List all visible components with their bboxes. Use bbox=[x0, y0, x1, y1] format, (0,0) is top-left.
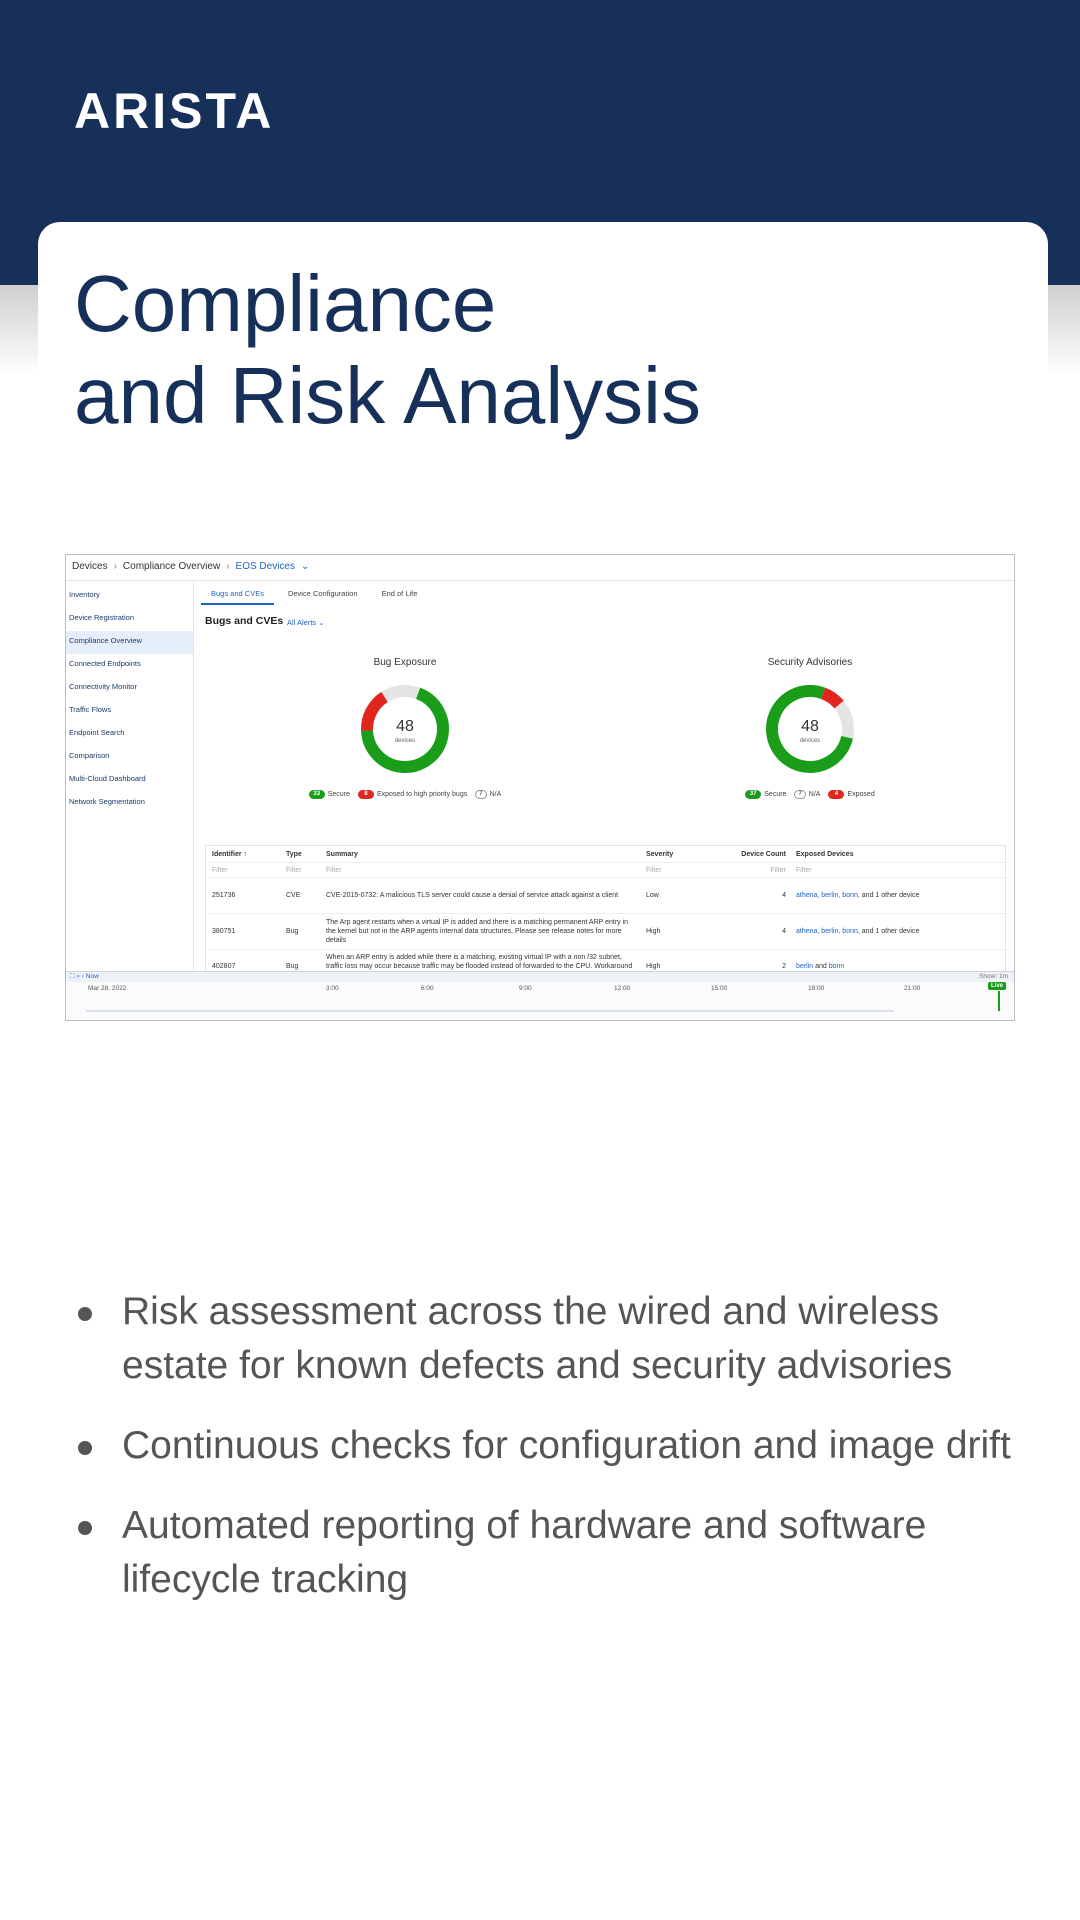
legend-count: 33 bbox=[309, 790, 325, 799]
cell-identifier: 402807 bbox=[212, 963, 236, 970]
bullet-icon bbox=[78, 1441, 92, 1455]
timeline-controls: ⛶ ⌕ ‹ Now bbox=[66, 972, 1014, 982]
sidebar-item-multi-cloud[interactable]: Multi-Cloud Dashboard bbox=[69, 774, 146, 783]
donut-total: 48 bbox=[396, 718, 414, 735]
sidebar-item-device-registration[interactable]: Device Registration bbox=[69, 613, 135, 622]
tick-label: Mar 28, 2022 bbox=[88, 985, 127, 992]
chevron-down-icon[interactable]: ⌄ bbox=[301, 561, 310, 572]
breadcrumb-compliance[interactable]: Compliance Overview bbox=[122, 561, 221, 572]
tab-bar bbox=[195, 581, 1014, 605]
tick-label: 15:00 bbox=[711, 985, 728, 992]
table-row[interactable] bbox=[206, 914, 1005, 950]
header-exposed-devices[interactable]: Exposed Devices bbox=[796, 850, 854, 858]
donut-title: Bug Exposure bbox=[373, 657, 437, 668]
title-line-1: Compliance bbox=[74, 259, 497, 348]
cell-severity: High bbox=[646, 963, 661, 970]
legend-label: Secure bbox=[327, 791, 350, 798]
legend-count: 7 bbox=[475, 790, 486, 799]
filter-input[interactable]: Filter bbox=[796, 866, 812, 874]
arista-logo: ARISTA bbox=[74, 83, 275, 139]
device-rest: , and 1 other device bbox=[857, 892, 920, 899]
cell-exposed-devices bbox=[796, 892, 1005, 899]
sidebar-item-inventory[interactable]: Inventory bbox=[69, 590, 100, 599]
breadcrumb-eos-devices[interactable]: EOS Devices bbox=[235, 561, 295, 572]
device-link[interactable]: berlin bbox=[796, 963, 814, 970]
cell-summary: The Arp agent restarts when a virtual IP is added and there is a matching permanent ARP entry in the kernel but not in the ARP agents internal data structures. Please see release notes for more details bbox=[326, 919, 629, 944]
sidebar-item-endpoint-search[interactable]: Endpoint Search bbox=[69, 728, 125, 737]
bug-exposure-chart bbox=[305, 657, 505, 799]
tick-label: 3:00 bbox=[326, 985, 339, 992]
page-title bbox=[74, 258, 701, 442]
legend-label: Exposed to high priority bugs bbox=[376, 791, 468, 798]
title-line-2: and Risk Analysis bbox=[74, 351, 701, 440]
table-row[interactable] bbox=[206, 878, 1005, 914]
alerts-filter-dropdown[interactable]: All Alerts ⌄ bbox=[287, 618, 325, 627]
cell-exposed-devices bbox=[796, 928, 1005, 935]
list-item bbox=[74, 1285, 1034, 1393]
device-links[interactable]: athena, berlin, bonn bbox=[796, 928, 858, 935]
donut-segment bbox=[385, 691, 418, 697]
list-item bbox=[74, 1419, 1034, 1473]
donut-unit: devices bbox=[394, 738, 416, 744]
sidebar-item-comparison[interactable]: Comparison bbox=[69, 751, 110, 760]
bullet-icon bbox=[78, 1521, 92, 1535]
table-header bbox=[206, 846, 1005, 863]
cell-device-count: 4 bbox=[782, 928, 786, 935]
donut-segment bbox=[839, 705, 848, 738]
sidebar-item-connected-endpoints[interactable]: Connected Endpoints bbox=[69, 659, 141, 668]
legend-item bbox=[794, 790, 820, 799]
tab-bugs-cves[interactable]: Bugs and CVEs bbox=[201, 581, 274, 605]
tick-label: 18:00 bbox=[808, 985, 825, 992]
filter-row bbox=[206, 863, 1005, 878]
legend-item bbox=[745, 790, 786, 799]
legend-label: Secure bbox=[764, 791, 787, 798]
feature-list bbox=[74, 1285, 1034, 1633]
cell-identifier: 251736 bbox=[212, 892, 236, 899]
donut-unit: devices bbox=[799, 738, 821, 744]
cell-severity: High bbox=[646, 928, 661, 935]
filter-input[interactable]: Filter bbox=[646, 866, 662, 874]
tick-label: 21:00 bbox=[904, 985, 921, 992]
cell-summary: CVE-2015-0732: A malicious TLS server could cause a denial of service attack against a client bbox=[326, 892, 619, 899]
alerts-filter-label: All Alerts bbox=[287, 618, 317, 627]
legend-count: 8 bbox=[358, 790, 374, 799]
cell-exposed-devices bbox=[796, 963, 1005, 970]
donut-segment bbox=[367, 697, 385, 731]
legend-label: Exposed bbox=[847, 791, 875, 798]
header-summary[interactable]: Summary bbox=[326, 850, 358, 858]
header-severity[interactable]: Severity bbox=[646, 850, 674, 858]
cell-type: Bug bbox=[286, 963, 299, 970]
cell-device-count: 4 bbox=[782, 892, 786, 899]
timeline-show[interactable]: Show: 1m bbox=[979, 973, 1008, 980]
security-advisories-chart bbox=[710, 657, 910, 799]
cell-type: Bug bbox=[286, 928, 299, 935]
legend-label: N/A bbox=[489, 791, 502, 798]
cell-severity: Low bbox=[646, 892, 659, 899]
sidebar-item-compliance-overview[interactable]: Compliance Overview bbox=[66, 631, 193, 654]
bullet-text: Risk assessment across the wired and wireless estate for known defects and security advisories bbox=[122, 1290, 953, 1387]
timeline-ticks bbox=[66, 982, 1014, 996]
legend-item bbox=[828, 790, 874, 799]
live-marker bbox=[998, 991, 1000, 1011]
tick-label: 9:00 bbox=[519, 985, 532, 992]
security-advisories-donut bbox=[755, 674, 865, 784]
header-device-count[interactable]: Device Count bbox=[741, 850, 786, 858]
legend-item bbox=[358, 790, 467, 799]
sidebar-item-traffic-flows[interactable]: Traffic Flows bbox=[69, 705, 112, 714]
tick-label: 12:00 bbox=[614, 985, 631, 992]
sidebar bbox=[66, 581, 194, 1020]
sidebar-item-connectivity-monitor[interactable]: Connectivity Monitor bbox=[69, 682, 137, 691]
tab-end-of-life[interactable]: End of Life bbox=[381, 589, 418, 598]
bullet-text: Continuous checks for configuration and image drift bbox=[122, 1424, 1011, 1467]
timeline[interactable] bbox=[66, 971, 1014, 1021]
cell-type: CVE bbox=[286, 892, 301, 899]
donut-legend bbox=[305, 790, 505, 799]
device-rest: and bbox=[813, 963, 829, 970]
legend-count: 4 bbox=[828, 790, 844, 799]
breadcrumb bbox=[66, 555, 1014, 581]
donut-total: 48 bbox=[801, 718, 819, 735]
filter-input[interactable]: Filter bbox=[212, 866, 228, 874]
device-links[interactable]: athena, berlin, bonn bbox=[796, 892, 858, 899]
chevron-right-icon: › bbox=[226, 561, 230, 572]
tab-device-configuration[interactable]: Device Configuration bbox=[287, 589, 358, 598]
section-title: Bugs and CVEs bbox=[205, 615, 284, 627]
filter-input[interactable]: Filter bbox=[770, 866, 786, 874]
donut-legend bbox=[710, 790, 910, 799]
cell-identifier: 380751 bbox=[212, 928, 236, 935]
list-item bbox=[74, 1499, 1034, 1607]
live-badge[interactable]: Live bbox=[988, 982, 1006, 990]
donut-segment bbox=[823, 693, 839, 704]
device-link[interactable]: bonn bbox=[828, 963, 845, 970]
legend-item bbox=[475, 790, 501, 799]
header-type[interactable]: Type bbox=[286, 850, 302, 858]
device-rest: , and 1 other device bbox=[857, 928, 920, 935]
breadcrumb-devices[interactable]: Devices bbox=[72, 561, 108, 572]
header-identifier[interactable]: Identifier ↑ bbox=[212, 850, 248, 858]
cell-summary: When an ARP entry is added while there is a matching, existing virtual IP with a non /32 subnet, traffic loss may occur because traffic may be flooded instead of forwarded to the CPU. Workaround bbox=[326, 954, 633, 970]
tick-label: 6:00 bbox=[421, 985, 434, 992]
bugs-table bbox=[205, 845, 1006, 985]
donut-title: Security Advisories bbox=[767, 657, 853, 668]
timeline-track[interactable] bbox=[86, 1010, 894, 1012]
legend-label: N/A bbox=[808, 791, 821, 798]
main-panel bbox=[195, 581, 1014, 1020]
legend-count: 7 bbox=[794, 790, 805, 799]
legend-item bbox=[309, 790, 350, 799]
bullet-icon bbox=[78, 1307, 92, 1321]
chevron-right-icon: › bbox=[113, 561, 117, 572]
filter-input[interactable]: Filter bbox=[326, 866, 342, 874]
legend-count: 37 bbox=[745, 790, 761, 799]
bug-exposure-donut bbox=[350, 674, 460, 784]
bullet-text: Automated reporting of hardware and software lifecycle tracking bbox=[122, 1504, 927, 1601]
cell-device-count: 2 bbox=[782, 963, 786, 970]
product-screenshot bbox=[65, 554, 1015, 1021]
sidebar-item-network-segmentation[interactable]: Network Segmentation bbox=[69, 797, 145, 806]
timeline-now[interactable]: Now bbox=[85, 973, 99, 980]
filter-input[interactable]: Filter bbox=[286, 866, 302, 874]
